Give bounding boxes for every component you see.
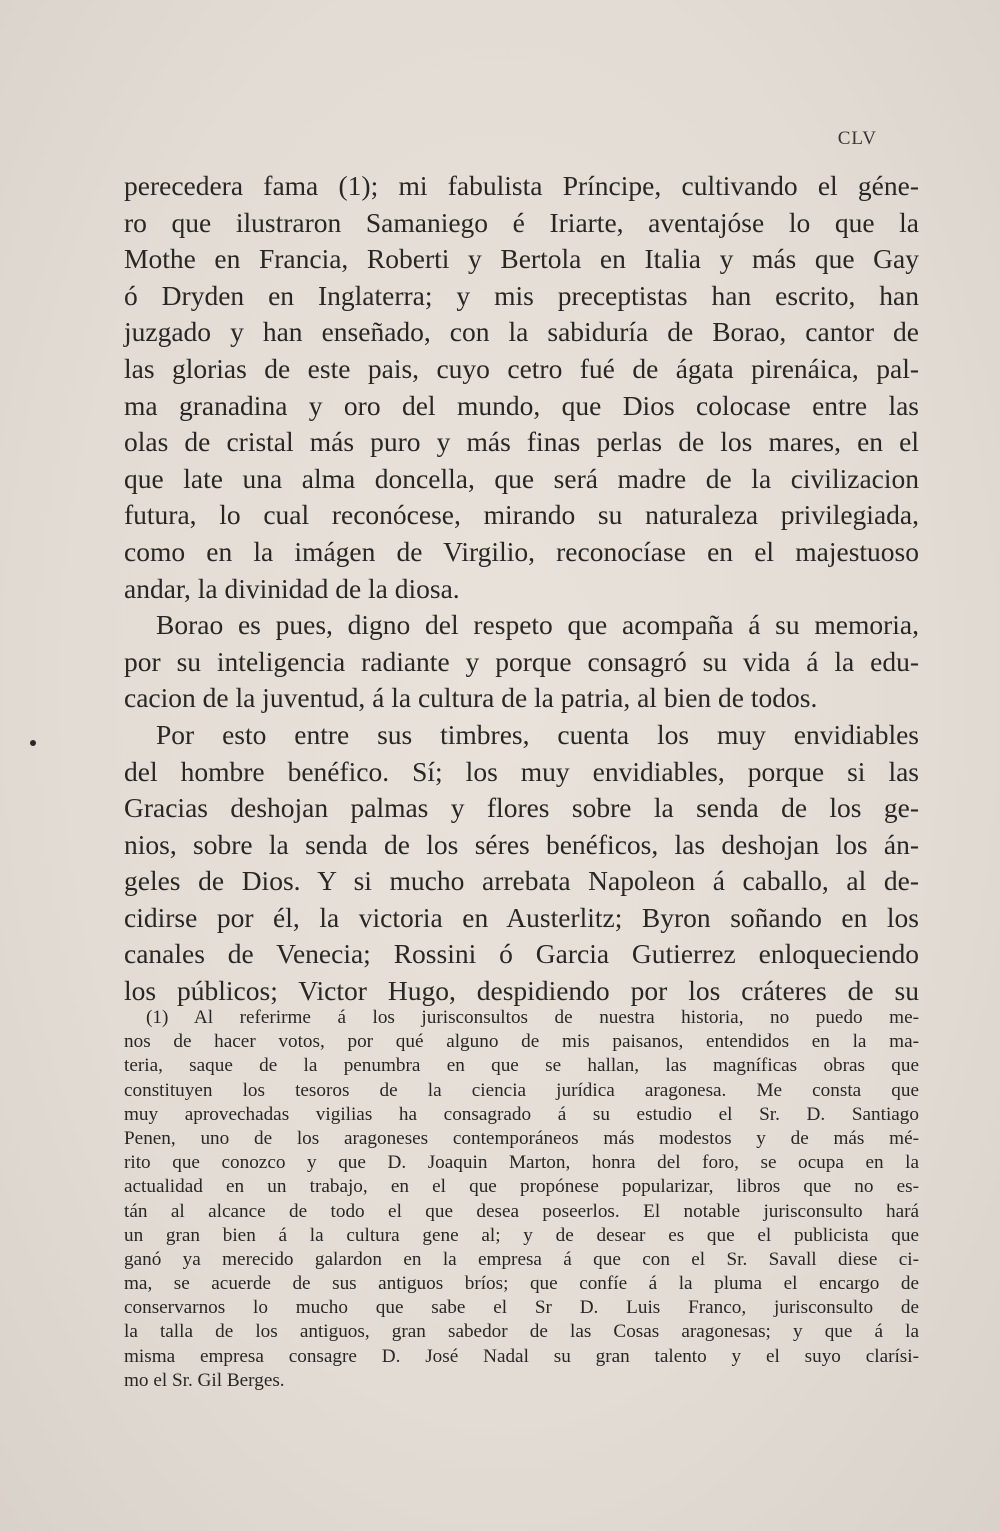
footnote-line: la talla de los antiguos, gran sabedor de las Cosas aragonesas; y que á la <box>124 1321 919 1343</box>
body-line: ro que ilustraron Samaniego é Iriarte, aventajóse lo que la <box>124 206 919 238</box>
footnote-line: ma, se acuerde de sus antiguos bríos; que confíe á la pluma el encargo de <box>124 1273 919 1295</box>
ink-speck <box>30 740 36 746</box>
body-line: Borao es pues, digno del respeto que acompaña á su memoria, <box>156 609 919 641</box>
body-line: por su inteligencia radiante y porque consagró su vida á la edu- <box>124 645 919 677</box>
footnote-line: un gran bien á la cultura gene al; y de desear es que el publicista que <box>124 1224 919 1246</box>
footnote-line: conservarnos lo mucho que sabe el Sr D. Luis Franco, jurisconsulto de <box>124 1297 919 1319</box>
footnote-line: Penen, uno de los aragoneses contemporáneos más modestos y de más mé- <box>124 1127 919 1149</box>
body-line: Mothe en Francia, Roberti y Bertola en Italia y más que Gay <box>124 243 919 275</box>
body-line: del hombre benéfico. Sí; los muy envidiables, porque si las <box>124 755 919 787</box>
body-line: geles de Dios. Y si mucho arrebata Napoleon á caballo, al de- <box>124 865 919 897</box>
body-line: canales de Venecia; Rossini ó Garcia Gutierrez enloqueciendo <box>124 938 919 970</box>
body-line: cidirse por él, la victoria en Austerlitz; Byron soñando en los <box>124 901 919 933</box>
body-line: que late una alma doncella, que será madre de la civilizacion <box>124 462 919 494</box>
body-line: como en la imágen de Virgilio, reconocíase en el majestuoso <box>124 535 919 567</box>
footnote-line: rito que conozco y que D. Joaquin Marton, honra del foro, se ocupa en la <box>124 1152 919 1174</box>
footnote-line: actualidad en un trabajo, en el que propónese popularizar, libros que no es- <box>124 1176 919 1198</box>
footnote-line: nos de hacer votos, por qué alguno de mis paisanos, entendidos en la ma- <box>124 1031 919 1053</box>
footnote-line: tán al alcance de todo el que desea poseerlos. El notable jurisconsulto hará <box>124 1200 919 1222</box>
footnote-line: constituyen los tesoros de la ciencia jurídica aragonesa. Me consta que <box>124 1079 919 1101</box>
body-line: olas de cristal más puro y más finas perlas de los mares, en el <box>124 426 919 458</box>
body-line: ó Dryden en Inglaterra; y mis preceptistas han escrito, han <box>124 279 919 311</box>
body-line: Gracias deshojan palmas y flores sobre la senda de los ge- <box>124 792 919 824</box>
footnote-line: (1) Al referirme á los jurisconsultos de nuestra historia, no puedo me- <box>146 1007 919 1028</box>
body-line: perecedera fama (1); mi fabulista Príncipe, cultivando el géne- <box>124 170 919 201</box>
body-line: andar, la divinidad de la diosa. <box>124 572 460 604</box>
footnote-line: muy aprovechadas vigilias ha consagrado á su estudio el Sr. D. Santiago <box>124 1103 919 1125</box>
footnote-line: misma empresa consagre D. José Nadal su gran talento y el suyo clarísi- <box>124 1345 919 1367</box>
body-line: futura, lo cual reconócese, mirando su naturaleza privilegiada, <box>124 499 919 531</box>
footnote-line: mo el Sr. Gil Berges. <box>124 1369 285 1391</box>
body-line: nios, sobre la senda de los séres benéficos, las deshojan los án- <box>124 828 919 860</box>
body-line: Por esto entre sus timbres, cuenta los muy envidiables <box>156 718 919 750</box>
body-line: las glorias de este pais, cuyo cetro fué de ágata pirenáica, pal- <box>124 352 919 384</box>
footnote <box>124 1006 919 1393</box>
body-line: cacion de la juventud, á la cultura de la patria, al bien de todos. <box>124 682 818 714</box>
body-line: juzgado y han enseñado, con la sabiduría de Borao, cantor de <box>124 316 919 348</box>
footnote-line: teria, saque de la penumbra en que se hallan, las magníficas obras que <box>124 1055 919 1077</box>
body-line: los públicos; Victor Hugo, despidiendo por los cráteres de su <box>124 975 919 1007</box>
body-text <box>124 168 919 1010</box>
footnote-line: ganó ya merecido galardon en la empresa á que con el Sr. Savall diese ci- <box>124 1248 919 1270</box>
page-number: CLV <box>837 128 877 149</box>
body-line: ma granadina y oro del mundo, que Dios colocase entre las <box>124 389 919 421</box>
